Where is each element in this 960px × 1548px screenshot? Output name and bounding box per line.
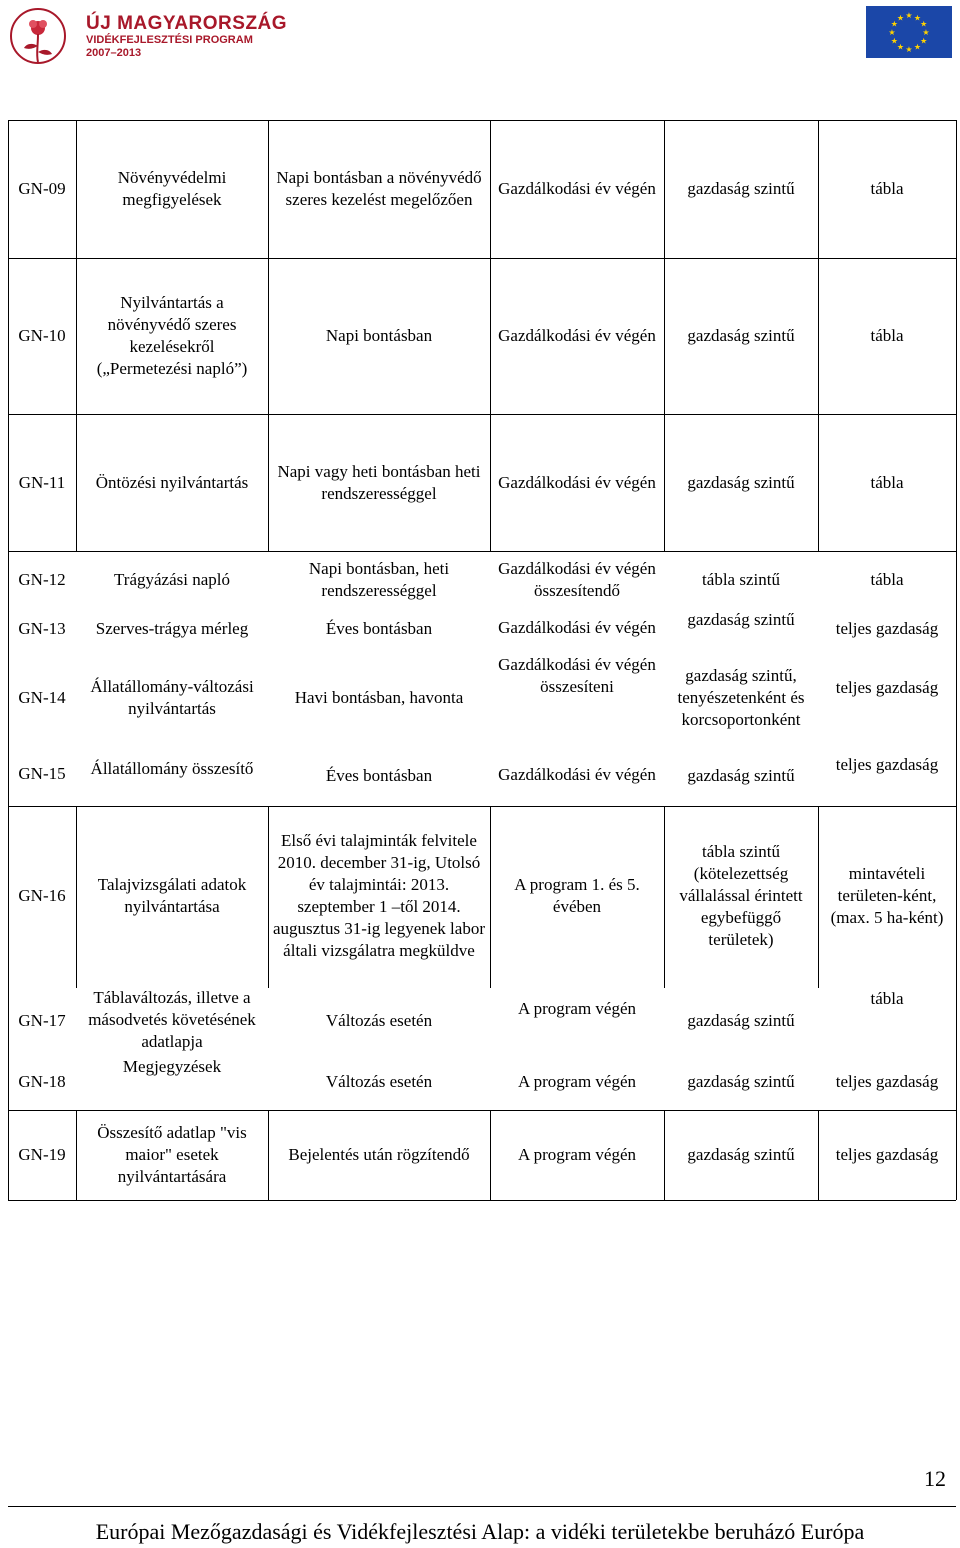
column-divider (76, 120, 77, 551)
cell-name: Megjegyzések (122, 1057, 222, 1076)
cell-level: tábla szintű (kötelezettség vállalással érintett egybefüggő területek) (679, 842, 803, 949)
svg-text:★: ★ (913, 13, 922, 23)
cell-deadline: A program 1. és 5. évében (514, 875, 640, 916)
row-divider (8, 1110, 956, 1111)
cell-unit: teljes gazdaság (835, 1072, 939, 1091)
svg-text:★: ★ (922, 28, 930, 37)
cell-unit: tábla (870, 472, 904, 492)
column-divider (8, 120, 9, 551)
row-divider (8, 1200, 956, 1201)
column-divider (956, 1110, 957, 1200)
column-divider (818, 120, 819, 551)
cell-unit: teljes gazdaság (835, 755, 939, 774)
eu-flag-icon (866, 6, 952, 58)
cell-name: Szerves-trágya mérleg (95, 619, 249, 638)
cell-name: Összesítő adatlap "vis maior" esetek nyilvántartására (97, 1123, 247, 1186)
cell-name: Állatállomány összesítő (90, 759, 254, 778)
page-number: 12 (924, 1466, 946, 1491)
column-divider (956, 120, 957, 551)
cell-freq: Havi bontásban, havonta (294, 688, 464, 707)
row-divider (8, 414, 956, 415)
svg-text:★: ★ (890, 36, 898, 46)
cell-code: GN-11 (18, 472, 66, 492)
column-divider (76, 1110, 77, 1200)
cell-unit: tábla (870, 989, 904, 1008)
cell-deadline: Gazdálkodási év végén (498, 179, 656, 198)
cell-code: GN-09 (18, 179, 66, 198)
row-divider (8, 551, 956, 552)
cell-freq: Éves bontásban (325, 766, 433, 785)
cell-level: gazdaság szintű (687, 766, 795, 785)
cell-unit: teljes gazdaság (835, 1145, 939, 1164)
svg-text:★: ★ (890, 19, 898, 29)
cell-deadline: Gazdálkodási év végén (498, 765, 656, 784)
column-divider (268, 120, 269, 551)
column-divider (818, 806, 819, 988)
cell-code: GN-19 (18, 1145, 66, 1164)
cell-name: Talajvizsgálati adatok nyilvántartása (97, 875, 247, 916)
cell-deadline: A program végén (517, 1072, 637, 1091)
column-divider (76, 806, 77, 988)
cell-level: gazdaság szintű (687, 1145, 795, 1164)
cell-deadline: A program végén (517, 999, 637, 1018)
cell-code: GN-12 (18, 570, 66, 589)
column-divider (664, 1110, 665, 1200)
cell-freq: Éves bontásban (325, 619, 433, 638)
cell-level: gazdaság szintű (687, 179, 795, 198)
cell-freq: Napi bontásban, heti rendszerességgel (308, 559, 450, 600)
svg-text:★: ★ (888, 28, 896, 37)
cell-code: GN-16 (18, 886, 66, 905)
svg-text:★: ★ (905, 11, 913, 20)
cell-code: GN-17 (18, 1011, 66, 1030)
row-divider (8, 258, 956, 259)
cell-code: GN-18 (18, 1072, 66, 1091)
svg-text:★: ★ (920, 36, 928, 46)
cell-level: gazdaság szintű (687, 326, 795, 345)
row-divider (8, 806, 956, 807)
page-footer: Európai Mezőgazdasági és Vidékfejlesztési Alap: a vidéki területekbe beruházó Európa (95, 1519, 865, 1544)
cell-level: gazdaság szintű (687, 1011, 795, 1030)
cell-level: gazdaság szintű, tenyészetenként és korcsoportonként (677, 666, 805, 729)
cell-name: Trágyázási napló (114, 570, 230, 589)
svg-text:★: ★ (896, 13, 905, 23)
cell-deadline: A program végén (517, 1145, 637, 1164)
column-divider (956, 551, 957, 1110)
column-divider (818, 1110, 819, 1200)
cell-code: GN-13 (18, 619, 66, 638)
cell-deadline: Gazdálkodási év végén összesítendő (498, 559, 656, 600)
cell-code: GN-14 (18, 688, 66, 707)
cell-deadline: Gazdálkodási év végén (498, 618, 656, 637)
page-header (0, 0, 960, 70)
cell-freq: Első évi talajminták felvitele 2010. december 31-ig, Utolsó év talajmintái: 2013. szeptember 1 –től 2014. augusztus 31-ig legyenek labor általi vizsgálatra megküldve (273, 831, 485, 960)
cell-name: Növényvédelmi megfigyelések (117, 168, 227, 209)
cell-name: Nyilvántartás a növényvédő szeres kezelésekről („Permetezési napló”) (96, 293, 248, 378)
cell-freq: Napi vagy heti bontásban heti rendszerességgel (277, 461, 481, 503)
cell-freq: Változás esetén (325, 1011, 433, 1030)
cell-code: GN-15 (18, 764, 66, 783)
cell-level: gazdaság szintű (687, 1072, 795, 1091)
cell-level: tábla szintű (702, 570, 780, 589)
column-divider (268, 806, 269, 988)
brand-text (86, 14, 287, 60)
brand-years: 2007–2013 (86, 47, 142, 59)
cell-unit: tábla (870, 570, 904, 589)
rose-logo-icon (8, 6, 78, 68)
cell-level: gazdaság szintű (687, 610, 795, 629)
cell-level: gazdaság szintű (687, 472, 795, 492)
column-divider (8, 551, 9, 1110)
cell-freq: Bejelentés után rögzítendő (288, 1145, 470, 1164)
cell-freq: Napi bontásban a növényvédő szeres kezelést megelőzően (276, 168, 482, 209)
column-divider (268, 1110, 269, 1200)
brand-subtitle: VIDÉKFEJLESZTÉSI PROGRAM (86, 34, 253, 46)
cell-unit: teljes gazdaság (835, 619, 939, 638)
column-divider (664, 120, 665, 551)
row-divider (8, 120, 956, 121)
cell-unit: tábla (870, 179, 904, 198)
column-divider (490, 1110, 491, 1200)
cell-freq: Változás esetén (325, 1072, 433, 1091)
column-divider (664, 806, 665, 988)
cell-deadline: Gazdálkodási év végén (498, 326, 656, 345)
svg-text:★: ★ (896, 42, 905, 52)
svg-text:★: ★ (920, 19, 928, 29)
cell-deadline: Gazdálkodási év végén (498, 472, 656, 492)
column-divider (490, 120, 491, 551)
svg-text:★: ★ (913, 42, 922, 52)
cell-name: Állatállomány-változási nyilvántartás (90, 677, 254, 718)
column-divider (8, 1110, 9, 1200)
cell-deadline: Gazdálkodási év végén összesíteni (498, 655, 656, 696)
cell-name: Öntözési nyilvántartás (95, 472, 249, 492)
cell-freq: Napi bontásban (325, 326, 433, 345)
brand-title: ÚJ MAGYARORSZÁG (86, 13, 288, 34)
cell-unit: teljes gazdaság (835, 678, 939, 697)
column-divider (490, 806, 491, 988)
cell-unit: mintavételi területen-ként, (max. 5 ha-ként) (830, 864, 944, 927)
cell-code: GN-10 (18, 326, 66, 345)
svg-text:★: ★ (905, 45, 913, 54)
cell-name: Táblaváltozás, illetve a másodvetés követésének adatlapja (88, 988, 256, 1051)
footer-divider (8, 1506, 956, 1507)
cell-unit: tábla (870, 326, 904, 345)
